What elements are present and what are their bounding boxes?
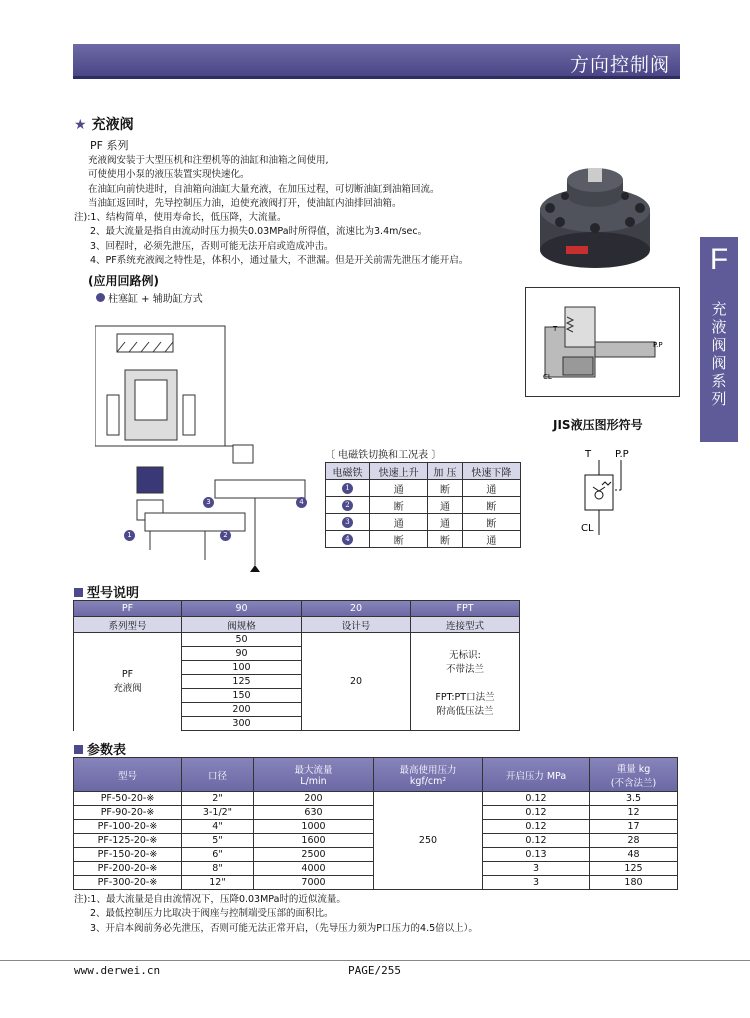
side-tab	[700, 237, 738, 442]
param-header-flow-unit: L/min	[300, 776, 327, 787]
solenoid-header: 加 压	[428, 463, 462, 480]
note-line: 2、最低控制压力比取决于阀座与控制端受压部的面积比。	[90, 908, 334, 920]
table-row	[326, 480, 521, 497]
param-model: PF-50-20-※	[74, 792, 182, 806]
side-tab-letter: F	[709, 243, 729, 276]
table-row	[326, 514, 521, 531]
param-port: 8"	[182, 862, 254, 876]
model-size: 50	[182, 633, 302, 647]
param-header-flow: 最大流量	[294, 765, 333, 776]
jis-label: JIS液压图形符号	[553, 418, 643, 432]
section-title: 充液阀	[91, 117, 134, 133]
model-design: 20	[302, 633, 411, 731]
model-series-name: PF	[121, 669, 134, 681]
footer-page: PAGE/255	[348, 964, 401, 977]
model-conn: 无标识:	[449, 649, 481, 661]
model-label: 设计号	[302, 617, 411, 633]
table-row	[74, 792, 678, 806]
model-code: PF	[74, 601, 182, 617]
app-title: (应用回路例)	[88, 274, 159, 288]
jis-port-cl: CL	[581, 523, 594, 534]
model-size: 90	[182, 647, 302, 661]
model-conn: 附高低压法兰	[436, 705, 494, 717]
model-size: 125	[182, 675, 302, 689]
param-weight: 180	[590, 876, 678, 890]
desc-line: 当油缸返回时，先导控制压力油，迫使充液阀打开，使油缸内油排回油箱。	[88, 198, 402, 210]
param-header-weight: 重量 kg	[616, 763, 651, 775]
solenoid-cell: 断	[428, 531, 462, 548]
solenoid-cell: 通	[462, 531, 520, 548]
model-label: 系列型号	[74, 617, 182, 633]
solenoid-cell: 通	[370, 514, 428, 531]
param-port: 6"	[182, 848, 254, 862]
note-line: 注):1、最大流量是自由流情况下，压降0.03MPa时的近似流量。	[74, 894, 346, 905]
jis-port-pp: P.P	[615, 449, 629, 460]
desc-line: 充液阀安装于大型压机和注塑机等的油缸和油箱之间使用,	[88, 155, 329, 166]
solenoid-header: 快速上升	[370, 463, 428, 480]
param-flow: 200	[254, 792, 374, 806]
app-subtitle: 柱塞缸 + 辅助缸方式	[108, 294, 203, 305]
description	[88, 154, 528, 212]
param-flow: 1000	[254, 820, 374, 834]
drawing-label-t: T	[553, 325, 558, 333]
bullet-icon	[96, 293, 105, 302]
footer-divider	[0, 960, 750, 961]
params-table	[73, 757, 678, 890]
params-title: 参数表	[87, 743, 127, 758]
header-bar	[73, 44, 680, 79]
param-crack: 0.12	[483, 834, 590, 848]
param-model: PF-300-20-※	[74, 876, 182, 890]
model-size: 150	[182, 689, 302, 703]
model-conn: 不带法兰	[445, 663, 484, 675]
solenoid-header: 电磁铁	[326, 463, 370, 480]
series-name: PF 系列	[90, 139, 129, 152]
solenoid-cell: 断	[462, 514, 520, 531]
model-code: 90	[182, 601, 302, 617]
solenoid-num: 1	[342, 483, 353, 494]
jis-port-t: T	[585, 449, 592, 460]
solenoid-cell: 通	[462, 480, 520, 497]
footer-url[interactable]: www.derwei.cn	[74, 964, 161, 977]
param-pressure: 250	[374, 792, 483, 890]
circuit-diagram	[95, 320, 325, 580]
param-model: PF-200-20-※	[74, 862, 182, 876]
solenoid-cell: 通	[370, 480, 428, 497]
desc-line: 在油缸向前快进时，自油箱向油缸大量充液，在加压过程，可切断油缸到油箱回流。	[88, 183, 440, 195]
params-notes	[74, 893, 674, 936]
product-photo	[530, 150, 660, 270]
param-port: 4"	[182, 820, 254, 834]
param-port: 5"	[182, 834, 254, 848]
solenoid-title: 〔 电磁铁切换和工况表 〕	[325, 450, 442, 461]
solenoid-num: 4	[342, 534, 353, 545]
model-title: 型号说明	[87, 586, 140, 601]
param-crack: 0.12	[483, 820, 590, 834]
param-header-model: 型号	[74, 758, 182, 792]
circuit-label-3: 3	[203, 489, 214, 508]
param-model: PF-150-20-※	[74, 848, 182, 862]
param-flow: 4000	[254, 862, 374, 876]
model-label: 阀规格	[182, 617, 302, 633]
param-flow: 2500	[254, 848, 374, 862]
circuit-label-4: 4	[296, 489, 307, 508]
note-line: 注):1、结构简单，使用寿命长，低压降，大流量。	[74, 212, 287, 223]
model-heading	[74, 582, 139, 601]
desc-line: 可使使用小泵的液压装置实现快速化。	[88, 169, 250, 181]
model-conn: FPT:PT口法兰	[435, 691, 495, 703]
solenoid-cell: 通	[428, 497, 462, 514]
param-weight: 125	[590, 862, 678, 876]
notes	[74, 211, 534, 269]
param-port: 3-1/2"	[182, 806, 254, 820]
square-bullet-icon	[74, 588, 83, 597]
param-header-weight-sub: (不含法兰)	[610, 777, 657, 789]
solenoid-cell: 断	[462, 497, 520, 514]
param-port: 2"	[182, 792, 254, 806]
drawing-label-pp: P.P	[653, 341, 663, 349]
square-bullet-icon	[74, 745, 83, 754]
param-model: PF-90-20-※	[74, 806, 182, 820]
note-line: 2、最大流量是指自由流动时压力损失0.03MPa时所得值，流速比为3.4m/sec。	[90, 226, 428, 238]
model-size: 200	[182, 703, 302, 717]
model-table	[73, 600, 520, 731]
param-crack: 0.12	[483, 806, 590, 820]
circuit-label-1: 1	[124, 522, 135, 541]
param-weight: 28	[590, 834, 678, 848]
drawing-label-cl: CL	[543, 373, 552, 381]
param-flow: 7000	[254, 876, 374, 890]
param-model: PF-125-20-※	[74, 834, 182, 848]
note-line: 3、回程时，必须先泄压，否则可能无法开启或造成冲击。	[90, 240, 334, 252]
param-weight: 48	[590, 848, 678, 862]
page-title: 方向控制阀	[569, 54, 670, 76]
param-model: PF-100-20-※	[74, 820, 182, 834]
model-series-desc: 充液阀	[113, 683, 142, 695]
solenoid-cell: 断	[370, 497, 428, 514]
param-port: 12"	[182, 876, 254, 890]
note-line: 4、PF系统充液阀之特性是，体积小，通过量大，不泄漏。但是开关前需先泄压才能开启。	[90, 255, 469, 267]
param-weight: 3.5	[590, 792, 678, 806]
solenoid-header: 快速下降	[462, 463, 520, 480]
model-code: 20	[302, 601, 411, 617]
star-icon: ★	[74, 117, 87, 133]
param-header-port: 口径	[182, 758, 254, 792]
model-size: 100	[182, 661, 302, 675]
model-label: 连接型式	[411, 617, 520, 633]
param-weight: 17	[590, 820, 678, 834]
param-flow: 1600	[254, 834, 374, 848]
param-crack: 0.13	[483, 848, 590, 862]
note-line: 3、开启本阀前务必先泄压，否则可能无法正常开启，（先导压力须为P口压力的4.5倍以上）。	[90, 922, 478, 934]
model-code: FPT	[411, 601, 520, 617]
param-crack: 3	[483, 862, 590, 876]
param-header-crack: 开启压力 MPa	[483, 758, 590, 792]
solenoid-cell: 通	[428, 514, 462, 531]
param-crack: 3	[483, 876, 590, 890]
params-heading	[74, 739, 126, 758]
side-tab-text: 充液阀阀系列	[709, 301, 728, 409]
app-subtitle-row	[96, 290, 203, 305]
solenoid-num: 2	[342, 500, 353, 511]
param-header-pressure-unit: kgf/cm²	[409, 776, 447, 787]
jis-symbol	[575, 445, 665, 545]
model-size: 300	[182, 717, 302, 731]
solenoid-cell: 断	[428, 480, 462, 497]
solenoid-num: 3	[342, 517, 353, 528]
section-drawing	[525, 287, 680, 397]
table-row	[326, 497, 521, 514]
solenoid-table	[325, 462, 521, 548]
solenoid-cell: 断	[370, 531, 428, 548]
param-flow: 630	[254, 806, 374, 820]
table-row	[326, 531, 521, 548]
param-header-pressure: 最高使用压力	[399, 765, 457, 776]
param-weight: 12	[590, 806, 678, 820]
param-crack: 0.12	[483, 792, 590, 806]
section-heading	[74, 114, 134, 134]
circuit-label-2: 2	[220, 522, 231, 541]
